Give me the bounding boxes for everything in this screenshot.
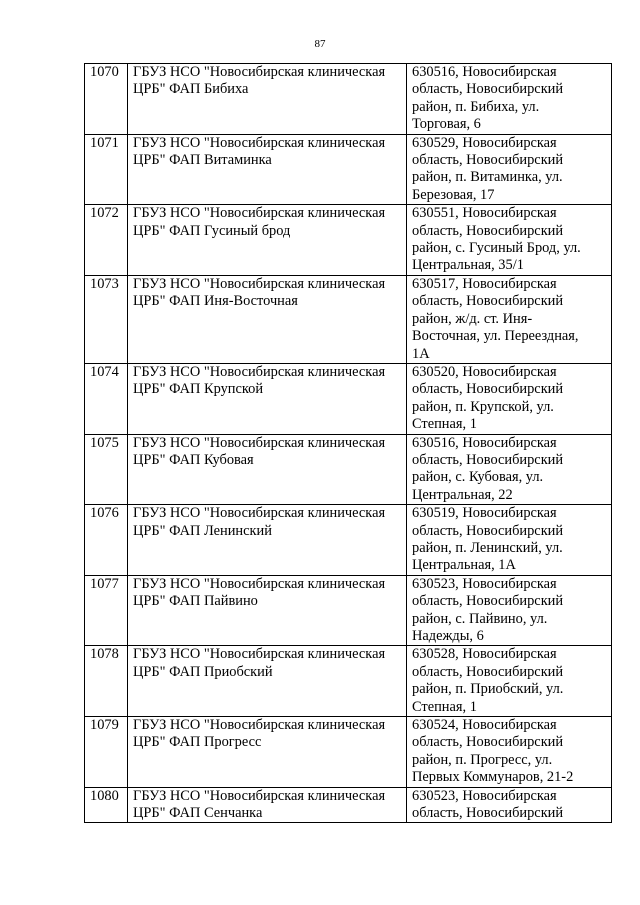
- address-line: 630523, Новосибирская: [412, 575, 557, 592]
- institution-name-line: ЦРБ" ФАП Витаминка: [133, 152, 272, 169]
- address-line: область, Новосибирский: [412, 734, 564, 751]
- institution-name-line: ЦРБ" ФАП Прогресс: [133, 734, 262, 751]
- table-row: [85, 275, 612, 363]
- institution-name-line: ГБУЗ НСО "Новосибирская клиническая: [133, 717, 386, 734]
- institution-name-line: ЦРБ" ФАП Иня-Восточная: [133, 293, 298, 310]
- address-line: 630529, Новосибирская: [412, 134, 557, 151]
- row-number-cell: 1076: [85, 505, 128, 576]
- institution-name-cell: [128, 275, 407, 363]
- address-line: Центральная, 22: [412, 486, 513, 503]
- institution-name-cell: [128, 434, 407, 505]
- institution-name-line: ЦРБ" ФАП Гусиный брод: [133, 222, 291, 239]
- row-number-cell: 1078: [85, 646, 128, 717]
- institution-name-line: ЦРБ" ФАП Кубовая: [133, 451, 254, 468]
- address-line: область, Новосибирский: [412, 222, 564, 239]
- address-line: Центральная, 35/1: [412, 257, 524, 274]
- institution-name-cell: [128, 787, 407, 823]
- address-cell: [407, 505, 612, 576]
- table-row: [85, 64, 612, 135]
- registry-table-body: [85, 64, 612, 823]
- row-number-cell: 1074: [85, 363, 128, 434]
- address-line: район, с. Гусиный Брод, ул.: [412, 240, 581, 257]
- address-line: 1А: [412, 345, 430, 362]
- address-cell: [407, 64, 612, 135]
- institution-name-line: ГБУЗ НСО "Новосибирская клиническая: [133, 134, 386, 151]
- address-line: 630551, Новосибирская: [412, 205, 557, 222]
- address-line: район, п. Ленинский, ул.: [412, 539, 563, 556]
- institution-name-line: ЦРБ" ФАП Крупской: [133, 381, 264, 398]
- address-line: район, п. Прогресс, ул.: [412, 751, 553, 768]
- table-row: [85, 434, 612, 505]
- institution-name-line: ГБУЗ НСО "Новосибирская клиническая: [133, 275, 386, 292]
- row-number-cell: 1071: [85, 134, 128, 205]
- table-row: [85, 363, 612, 434]
- institution-name-line: ГБУЗ НСО "Новосибирская клиническая: [133, 646, 386, 663]
- address-line: 630517, Новосибирская: [412, 275, 557, 292]
- address-cell: [407, 205, 612, 276]
- institution-name-cell: [128, 363, 407, 434]
- address-cell: [407, 275, 612, 363]
- institution-name-line: ГБУЗ НСО "Новосибирская клиническая: [133, 575, 386, 592]
- address-line: 630516, Новосибирская: [412, 64, 557, 80]
- address-line: область, Новосибирский: [412, 593, 564, 610]
- institution-name-line: ГБУЗ НСО "Новосибирская клиническая: [133, 505, 386, 522]
- address-line: 630523, Новосибирская: [412, 787, 557, 804]
- institution-name-line: ЦРБ" ФАП Пайвино: [133, 593, 258, 610]
- address-line: район, п. Витаминка, ул.: [412, 169, 563, 186]
- address-line: 630524, Новосибирская: [412, 717, 557, 734]
- address-line: Степная, 1: [412, 416, 477, 433]
- address-cell: [407, 434, 612, 505]
- address-line: район, ж/д. ст. Иня-: [412, 310, 533, 327]
- row-number-cell: 1080: [85, 787, 128, 823]
- address-cell: [407, 787, 612, 823]
- address-line: область, Новосибирский: [412, 152, 564, 169]
- address-line: 630528, Новосибирская: [412, 646, 557, 663]
- registry-table: [84, 63, 612, 823]
- address-line: область, Новосибирский: [412, 451, 564, 468]
- address-cell: [407, 575, 612, 646]
- table-row: [85, 787, 612, 823]
- address-line: район, п. Приобский, ул.: [412, 681, 564, 698]
- address-line: Надежды, 6: [412, 628, 484, 644]
- institution-name-cell: [128, 134, 407, 205]
- institution-name-line: ГБУЗ НСО "Новосибирская клиническая: [133, 363, 386, 380]
- institution-name-cell: [128, 64, 407, 135]
- address-line: Восточная, ул. Переездная,: [412, 328, 579, 345]
- institution-name-cell: [128, 205, 407, 276]
- address-cell: [407, 717, 612, 788]
- address-cell: [407, 363, 612, 434]
- row-number-cell: 1072: [85, 205, 128, 276]
- institution-name-cell: [128, 575, 407, 646]
- address-line: Торговая, 6: [412, 116, 481, 133]
- row-number-cell: 1075: [85, 434, 128, 505]
- address-line: Степная, 1: [412, 698, 477, 715]
- address-line: 630520, Новосибирская: [412, 363, 557, 380]
- institution-name-cell: [128, 505, 407, 576]
- address-line: район, п. Бибиха, ул.: [412, 98, 540, 115]
- address-line: область, Новосибирский: [412, 81, 564, 98]
- row-number-cell: 1077: [85, 575, 128, 646]
- row-number-cell: 1070: [85, 64, 128, 135]
- address-line: район, с. Кубовая, ул.: [412, 469, 544, 486]
- address-line: область, Новосибирский: [412, 522, 564, 539]
- table-row: [85, 646, 612, 717]
- row-number-cell: 1079: [85, 717, 128, 788]
- table-row: [85, 505, 612, 576]
- institution-name-line: ГБУЗ НСО "Новосибирская клиническая: [133, 205, 386, 222]
- address-cell: [407, 646, 612, 717]
- address-line: Березовая, 17: [412, 186, 495, 203]
- table-row: [85, 134, 612, 205]
- address-line: область, Новосибирский: [412, 805, 564, 822]
- institution-name-line: ГБУЗ НСО "Новосибирская клиническая: [133, 64, 386, 80]
- table-row: [85, 575, 612, 646]
- institution-name-line: ГБУЗ НСО "Новосибирская клиническая: [133, 434, 386, 451]
- institution-name-line: ГБУЗ НСО "Новосибирская клиническая: [133, 787, 386, 804]
- institution-name-line: ЦРБ" ФАП Ленинский: [133, 522, 272, 539]
- address-line: район, с. Пайвино, ул.: [412, 610, 548, 627]
- institution-name-cell: [128, 717, 407, 788]
- table-row: [85, 717, 612, 788]
- institution-name-line: ЦРБ" ФАП Приобский: [133, 663, 273, 680]
- row-number-cell: 1073: [85, 275, 128, 363]
- institution-name-cell: [128, 646, 407, 717]
- address-line: Первых Коммунаров, 21-2: [412, 769, 574, 786]
- address-line: область, Новосибирский: [412, 381, 564, 398]
- institution-name-line: ЦРБ" ФАП Сенчанка: [133, 805, 263, 822]
- address-line: 630516, Новосибирская: [412, 434, 557, 451]
- address-line: область, Новосибирский: [412, 663, 564, 680]
- address-line: район, п. Крупской, ул.: [412, 398, 554, 415]
- table-row: [85, 205, 612, 276]
- address-line: 630519, Новосибирская: [412, 505, 557, 522]
- institution-name-line: ЦРБ" ФАП Бибиха: [133, 81, 249, 98]
- page-number: 87: [314, 38, 326, 50]
- address-line: Центральная, 1А: [412, 557, 516, 574]
- address-line: область, Новосибирский: [412, 293, 564, 310]
- address-cell: [407, 134, 612, 205]
